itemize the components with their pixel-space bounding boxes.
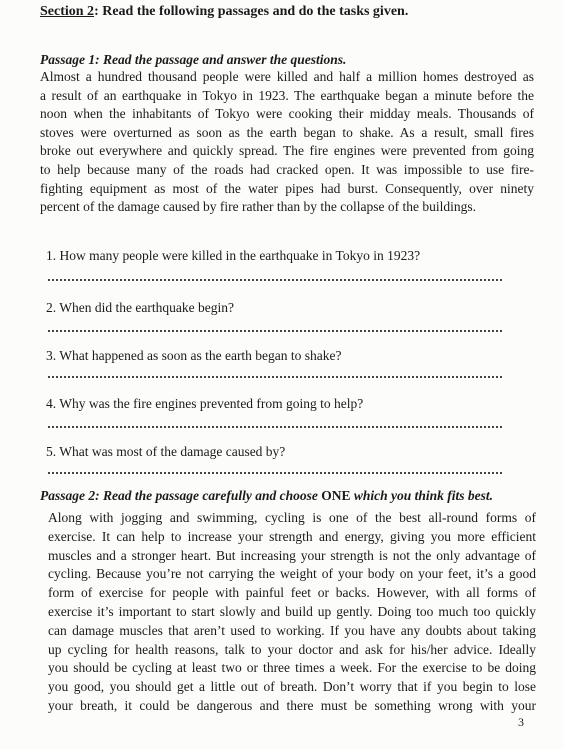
question-1: 1. How many people were killed in the earthquake in Tokyo in 1923?	[46, 248, 421, 263]
passage2-line: muscles and a stronger heart. But increasing your strength is not the only advantage of	[48, 547, 536, 563]
answer-line-5[interactable]	[48, 472, 502, 474]
passage2-line: you good, you should get a little out of breath. Don’t worry that if you begin to lose	[48, 679, 536, 695]
passage2-line: exercise. It can help to increase your strength and energy, giving you more efficient	[48, 528, 536, 544]
passage2-line: you should be cycling at least two or three times a week. For the exercise to be doing	[48, 660, 536, 676]
passage1-line: to help because many of the roads had cracked open. It was impossible to use fire-	[40, 161, 534, 177]
section-instruction: : Read the following passages and do the tasks given.	[94, 4, 409, 19]
passage2-line: Along with jogging and swimming, cycling is one of the best all-round forms of	[48, 510, 536, 525]
passage1-line: percent of the damage caused by fire rather than by the collapse of the buildings.	[40, 199, 476, 215]
passage2-heading	[40, 488, 493, 504]
passage1-line: fighting equipment as most of the water pipes had burst. Consequently, over ninety	[40, 180, 534, 196]
passage2-line: your breath, it could be dangerous and there must be something wrong with your	[48, 697, 536, 713]
passage2-line: can damage muscles that aren’t used to working. If you have any doubts about taking	[48, 622, 536, 638]
section-label: Section 2	[40, 4, 95, 19]
passage1-line: noon when the inhabitants of Tokyo were cooking their midday meals. Thousands of	[40, 106, 534, 122]
passage2-heading-end: which you think fits best.	[350, 488, 494, 503]
passage1-line: stoves were overturned as soon as the earth began to shake. As a result, small fires	[40, 124, 534, 140]
passage2-line: form of exercise for people with painful feet or backs. However, with all forms of	[48, 585, 536, 601]
answer-line-3[interactable]	[48, 376, 502, 378]
question-3: 3. What happened as soon as the earth began to shake?	[46, 348, 342, 363]
passage1-text	[40, 68, 534, 217]
passage1-line: a result of an earthquake in Tokyo in 1923. The earthquake began a minute before the	[40, 87, 534, 103]
passage1-line: broke out everywhere and quickly spread. The fire engines were prevented from going	[40, 143, 534, 159]
passage2-heading-start: Passage 2: Read the passage carefully and choose	[40, 488, 322, 503]
passage2-text	[48, 509, 536, 716]
passage1-line: Almost a hundred thousand people were killed and half a million homes destroyed as	[40, 69, 534, 84]
page-number: 3	[518, 715, 524, 729]
question-2: 2. When did the earthquake begin?	[46, 300, 234, 315]
passage2-heading-one: ONE	[321, 488, 351, 503]
answer-line-2[interactable]	[48, 330, 502, 332]
passage1-heading: Passage 1: Read the passage and answer the questions.	[40, 52, 347, 67]
question-5: 5. What was most of the damage caused by?	[46, 444, 286, 459]
passage2-line: exercise it’s important to start slowly and build up gently. Doing too much too quickly	[48, 603, 536, 619]
passage2-line: cycling. Because you’re not carrying the weight of your body on your feet, it’s a good	[48, 566, 536, 582]
answer-line-4[interactable]	[48, 426, 502, 428]
question-4: 4. Why was the fire engines prevented from going to help?	[46, 396, 364, 411]
passage2-line: up cycling for health reasons, talk to your doctor and ask for his/her advice. Ideally	[48, 641, 536, 657]
section-title	[40, 4, 408, 20]
answer-line-1[interactable]	[48, 279, 502, 281]
